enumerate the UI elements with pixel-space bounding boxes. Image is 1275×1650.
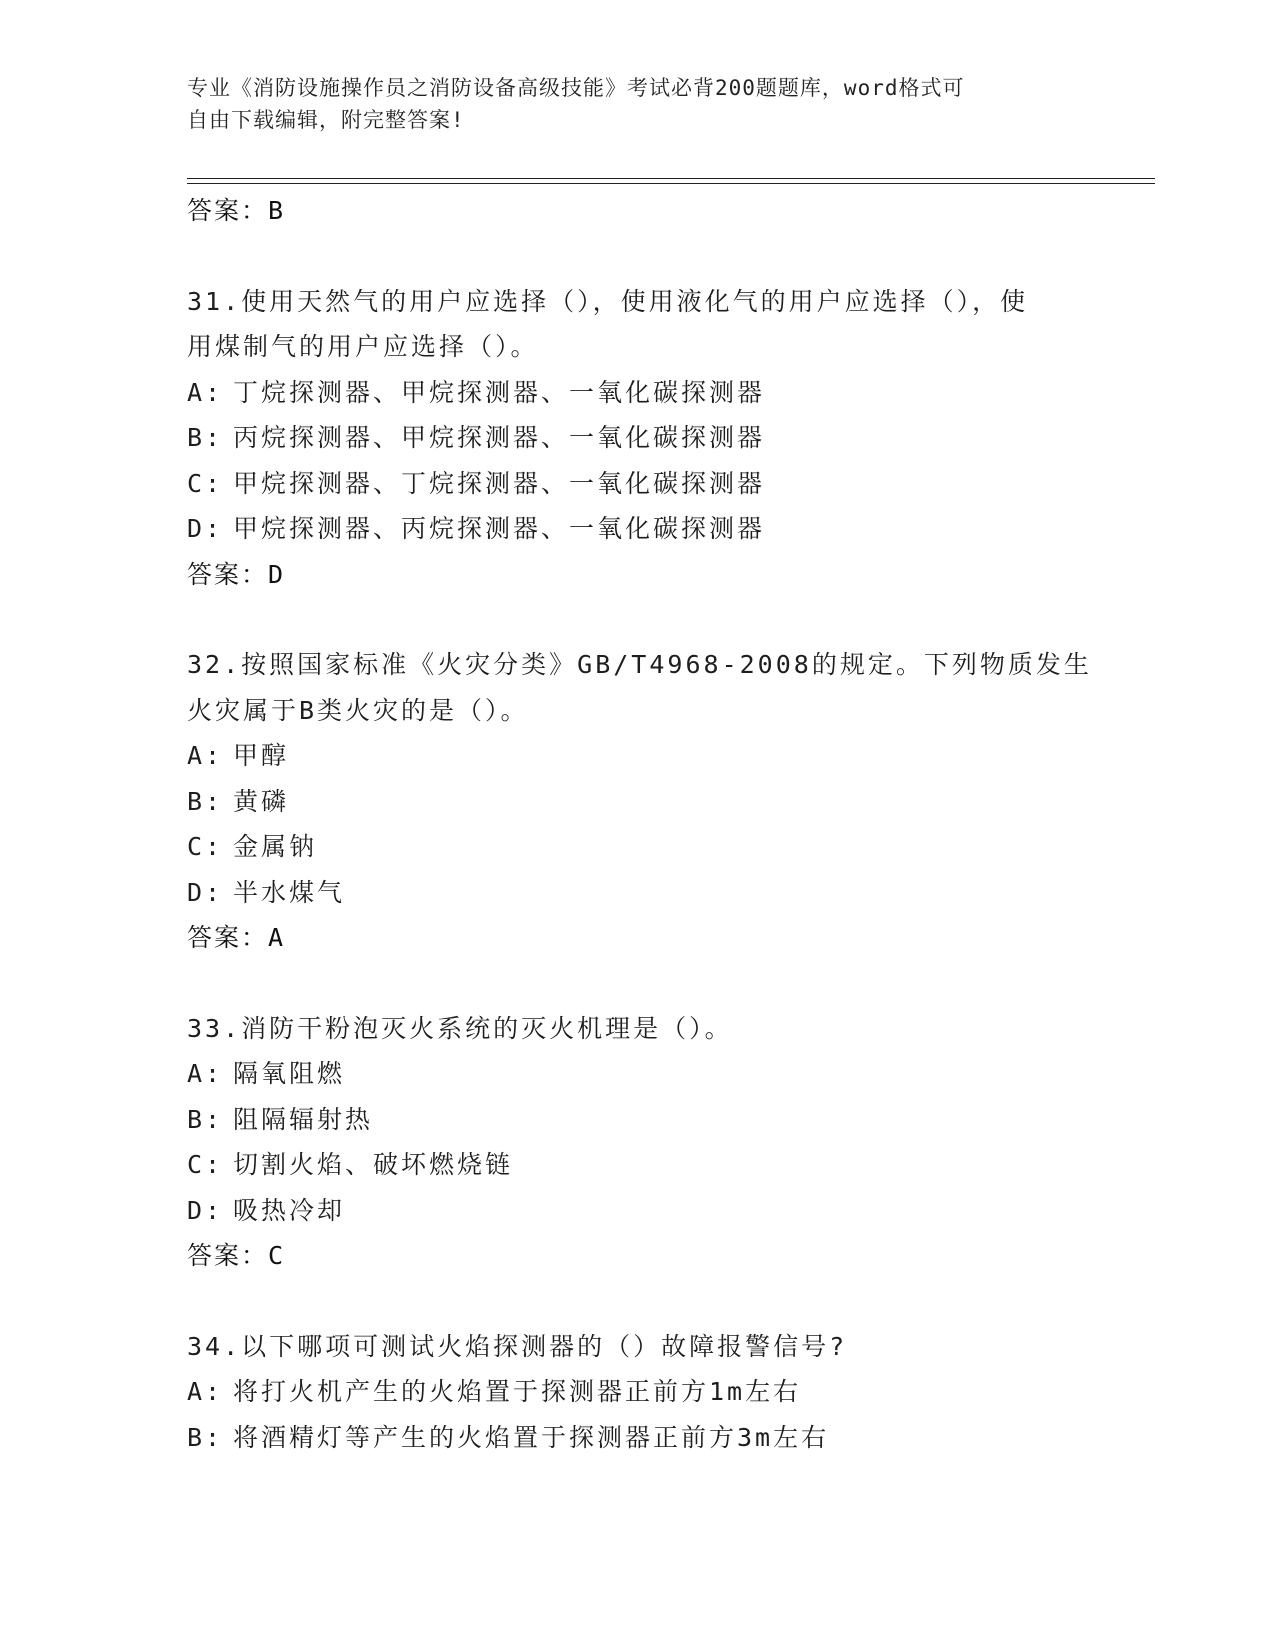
option-b bbox=[187, 779, 1087, 825]
question-stem-line: 32.按照国家标准《火灾分类》GB/T4968-2008的规定。下列物质发生 bbox=[187, 650, 1092, 679]
option-b bbox=[187, 1097, 1087, 1143]
option-text: 丁烷探测器、甲烷探测器、一氧化碳探测器 bbox=[233, 377, 766, 407]
option-letter: C: bbox=[187, 1150, 224, 1179]
option-letter: A: bbox=[187, 1059, 224, 1088]
option-letter: D: bbox=[187, 514, 224, 543]
option-c bbox=[187, 461, 1087, 507]
option-b bbox=[187, 415, 1087, 461]
answer-key: A bbox=[268, 923, 284, 952]
option-text: 金属钠 bbox=[233, 832, 318, 861]
option-text: 甲醇 bbox=[233, 741, 290, 770]
option-letter: A: bbox=[187, 1377, 224, 1406]
option-letter: B: bbox=[187, 786, 224, 816]
option-text: 将酒精灯等产生的火焰置于探测器正前方3m左右 bbox=[233, 1422, 830, 1452]
option-text: 阻隔辐射热 bbox=[233, 1104, 374, 1134]
option-letter: D: bbox=[187, 877, 224, 907]
answer-label: 答案： bbox=[187, 559, 269, 589]
option-d bbox=[187, 870, 1087, 916]
question-gap bbox=[187, 597, 1087, 642]
answer-label: 答案： bbox=[187, 1241, 269, 1270]
question-33 bbox=[187, 1006, 1087, 1279]
header-rule-bottom bbox=[187, 183, 1155, 184]
header-rule-top bbox=[187, 178, 1155, 179]
option-d bbox=[187, 1188, 1087, 1234]
header-line-1: 专业《消防设施操作员之消防设备高级技能》考试必背200题题库，word格式可 bbox=[187, 76, 965, 100]
question-stem-line: 火灾属于B类火灾的是（）。 bbox=[187, 695, 529, 725]
question-stem-line: 34.以下哪项可测试火焰探测器的（）故障报警信号? bbox=[187, 1331, 848, 1361]
option-letter: A: bbox=[187, 377, 224, 407]
question-stem-line: 用煤制气的用户应选择（）。 bbox=[187, 332, 539, 361]
question-34 bbox=[187, 1324, 1087, 1461]
answer-key: C bbox=[268, 1241, 284, 1270]
answer-line bbox=[187, 1233, 1087, 1279]
header-line-2: 自由下载编辑，附完整答案! bbox=[187, 108, 465, 132]
option-text: 半水煤气 bbox=[233, 877, 346, 907]
option-text: 甲烷探测器、丁烷探测器、一氧化碳探测器 bbox=[233, 468, 766, 498]
question-list bbox=[187, 188, 1092, 1460]
answer-key: D bbox=[268, 559, 284, 589]
answer-line bbox=[187, 188, 1087, 234]
option-letter: B: bbox=[187, 1104, 224, 1134]
option-c bbox=[187, 824, 1087, 870]
option-text: 黄磷 bbox=[233, 786, 290, 816]
option-text: 丙烷探测器、甲烷探测器、一氧化碳探测器 bbox=[233, 423, 766, 452]
option-b bbox=[187, 1415, 1087, 1461]
document-header bbox=[187, 72, 1067, 136]
option-d bbox=[187, 506, 1087, 552]
question-gap bbox=[187, 961, 1087, 1006]
option-a bbox=[187, 1369, 1087, 1415]
option-text: 吸热冷却 bbox=[233, 1195, 346, 1225]
option-text: 甲烷探测器、丙烷探测器、一氧化碳探测器 bbox=[233, 514, 766, 543]
answer-key: B bbox=[268, 196, 284, 225]
option-letter: B: bbox=[187, 423, 224, 452]
question-gap bbox=[187, 1279, 1087, 1324]
option-letter: C: bbox=[187, 832, 224, 861]
answer-line bbox=[187, 915, 1087, 961]
option-letter: D: bbox=[187, 1195, 224, 1225]
question-31 bbox=[187, 279, 1087, 598]
answer-label: 答案： bbox=[187, 923, 269, 952]
option-text: 隔氧阻燃 bbox=[233, 1059, 346, 1088]
option-c bbox=[187, 1142, 1087, 1188]
option-a bbox=[187, 733, 1087, 779]
option-letter: B: bbox=[187, 1422, 224, 1452]
answer-line bbox=[187, 552, 1087, 598]
option-letter: C: bbox=[187, 468, 224, 498]
question-32 bbox=[187, 642, 1092, 961]
answer-label: 答案： bbox=[187, 196, 269, 225]
question-stem-line: 33.消防干粉泡灭火系统的灭火机理是（）。 bbox=[187, 1013, 733, 1043]
option-a bbox=[187, 370, 1087, 416]
question-gap bbox=[187, 234, 1087, 279]
option-letter: A: bbox=[187, 741, 224, 770]
option-text: 切割火焰、破坏燃烧链 bbox=[233, 1150, 514, 1179]
option-text: 将打火机产生的火焰置于探测器正前方1m左右 bbox=[233, 1377, 802, 1406]
option-a bbox=[187, 1051, 1087, 1097]
question-stem-line: 31.使用天然气的用户应选择（），使用液化气的用户应选择（），使 bbox=[187, 286, 1029, 316]
